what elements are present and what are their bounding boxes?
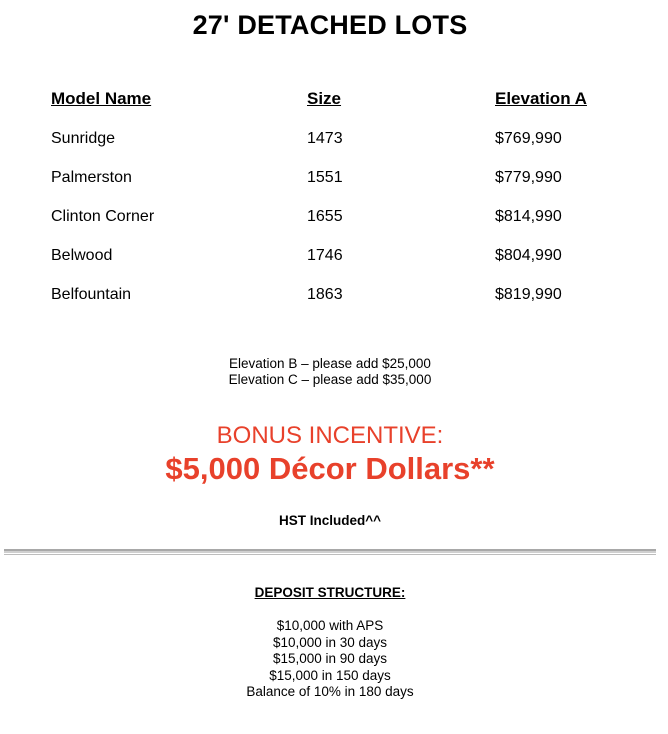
header-model-name: Model Name xyxy=(51,89,152,108)
hst-note: HST Included^^ xyxy=(278,513,382,528)
model-name: Belfountain xyxy=(51,286,132,303)
price-table xyxy=(51,86,631,319)
model-price: $779,990 xyxy=(495,169,562,186)
section-divider xyxy=(4,549,656,553)
table-row xyxy=(51,202,631,241)
model-name: Sunridge xyxy=(51,130,116,147)
bonus-amount: $5,000 Décor Dollars** xyxy=(165,451,495,486)
table-row xyxy=(51,241,631,280)
model-size: 1863 xyxy=(307,286,343,303)
header-elevation-a: Elevation A xyxy=(495,89,587,108)
deposit-list xyxy=(0,618,660,701)
table-header-row xyxy=(51,86,631,124)
model-size: 1473 xyxy=(307,130,343,147)
deposit-item: $10,000 in 30 days xyxy=(272,634,388,650)
model-name: Belwood xyxy=(51,247,113,264)
model-price: $814,990 xyxy=(495,208,562,225)
elevation-notes xyxy=(0,356,660,388)
model-size: 1655 xyxy=(307,208,343,225)
deposit-item: $10,000 with APS xyxy=(276,618,384,633)
deposit-item: $15,000 in 90 days xyxy=(272,651,388,666)
model-name: Clinton Corner xyxy=(51,208,155,225)
elevation-c-note: Elevation C – please add $35,000 xyxy=(228,372,432,387)
page-title: 27' DETACHED LOTS xyxy=(192,10,468,40)
table-row xyxy=(51,163,631,202)
model-name: Palmerston xyxy=(51,169,132,186)
table-row xyxy=(51,124,631,163)
model-price: $819,990 xyxy=(495,286,562,303)
deposit-item: $15,000 in 150 days xyxy=(269,667,391,683)
model-price: $804,990 xyxy=(495,247,562,264)
model-price: $769,990 xyxy=(495,130,562,147)
model-size: 1746 xyxy=(307,247,343,264)
deposit-item: Balance of 10% in 180 days xyxy=(246,684,414,699)
bonus-heading: BONUS INCENTIVE: xyxy=(216,422,444,449)
elevation-b-note: Elevation B – please add $25,000 xyxy=(229,356,431,371)
deposit-heading: DEPOSIT STRUCTURE: xyxy=(254,585,406,600)
header-size: Size xyxy=(307,89,342,108)
table-row xyxy=(51,280,631,319)
model-size: 1551 xyxy=(307,169,343,186)
